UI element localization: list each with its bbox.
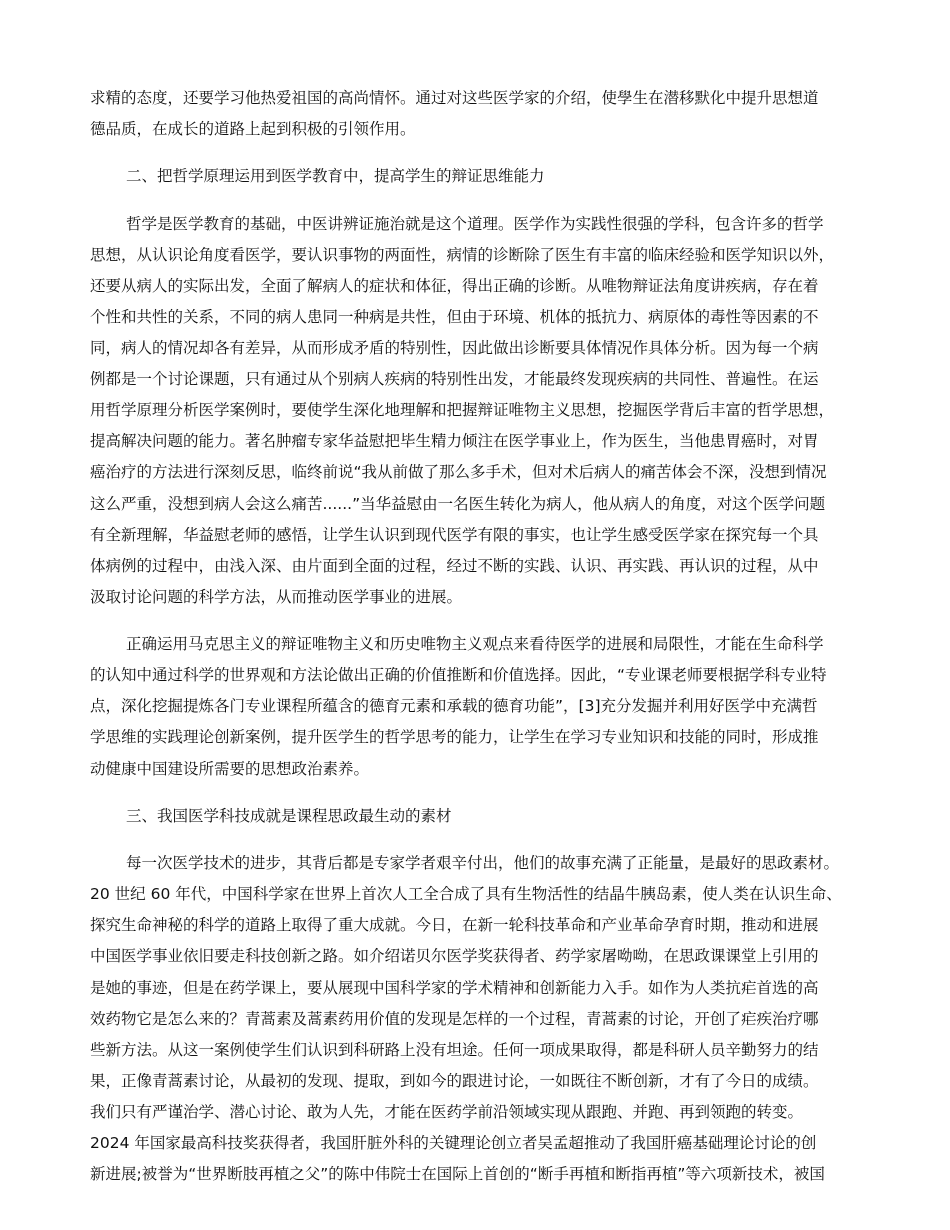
paragraph-line: 每一次医学技术的进步，其背后都是专家学者艰辛付出，他们的故事充满了正能量，是最好的思政素材。 bbox=[126, 854, 840, 873]
heading-text: 二、把哲学原理运用到医学教育中，提高学生的辩证思维能力 bbox=[126, 167, 545, 186]
paragraph-line: 探究生命神秘的科学的道路上取得了重大成就。今日，在新一轮科技革命和产业革命孕育时期，推动和进展 bbox=[90, 916, 819, 935]
section-heading bbox=[90, 801, 860, 832]
paragraph-line: 汲取讨论问题的科学方法，从而推动医学事业的进展。 bbox=[90, 587, 463, 606]
paragraph-line: 学思维的实践理论创新案例，提升医学生的哲学思考的能力，让学生在学习专业知识和技能的同时，形成推 bbox=[90, 728, 819, 747]
paragraph-line: 思想，从认识论角度看医学，要认识事物的两面性，病情的诊断除了医生有丰富的临床经验和医学知识以外， bbox=[90, 245, 835, 264]
paragraph-line: 正确运用马克思主义的辩证唯物主义和历史唯物主义观点来看待医学的进展和局限性，才能在生命科学 bbox=[126, 635, 824, 654]
paragraph-line: 新进展;被誉为“世界断肢再植之父”的陈中伟院士在国际上首创的“断手再植和断指再植”等六项新技术，被国 bbox=[90, 1165, 825, 1184]
paragraph-line: 动健康中国建设所需要的思想政治素养。 bbox=[90, 759, 370, 778]
paragraph-line: 求精的态度，还要学习他热爱祖国的高尚情怀。通过对这些医学家的介绍，使學生在潜移默化中提升思想道 bbox=[90, 89, 819, 107]
paragraph-line: 些新方法。从这一案例使学生们认识到科研路上没有坦途。任何一项成果取得，都是科研人员辛勤努力的结 bbox=[90, 1040, 819, 1059]
paragraph-line: 果，正像青蒿素讨论，从最初的发现、提取，到如今的跟进讨论，一如既往不断创新，才有了今日的成绩。 bbox=[90, 1071, 819, 1090]
paragraph-line: 癌治疗的方法进行深刻反思，临终前说“我从前做了那么多手术，但对术后病人的痛苦体会不深，没想到情况 bbox=[90, 463, 827, 482]
paragraph-line: 有全新理解，华益慰老师的感悟，让学生认识到现代医学有限的事实，也让学生感受医学家在探究每一个具 bbox=[90, 525, 819, 544]
paragraph-line: 我们只有严谨治学、潜心讨论、敢为人先，才能在医药学前沿领域实现从跟跑、并跑、再到领跑的转变。 bbox=[90, 1102, 804, 1121]
paragraph bbox=[90, 83, 860, 145]
paragraph bbox=[90, 209, 860, 613]
paragraph-line: 用哲学原理分析医学案例时，要使学生深化地理解和把握辩证唯物主义思想，挖掘医学背后丰富的哲学思想， bbox=[90, 401, 835, 420]
paragraph-line: 20 世纪 60 年代，中国科学家在世界上首次人工全合成了具有生物活性的结晶牛胰岛素，使人类在认识生命、 bbox=[90, 885, 842, 904]
paragraph-line: 提高解决问题的能力。著名肿瘤专家华益慰把毕生精力倾注在医学事业上，作为医生，当他患胃癌时，对胃 bbox=[90, 432, 819, 451]
paragraph-line: 还要从病人的实际出发，全面了解病人的症状和体征，得出正确的诊断。从唯物辩证法角度讲疾病，存在着 bbox=[90, 276, 819, 295]
section-heading bbox=[90, 161, 860, 192]
paragraph-line: 哲学是医学教育的基础，中医讲辨证施治就是这个道理。医学作为实践性很强的学科，包含许多的哲学 bbox=[126, 214, 824, 233]
paragraph-line: 是她的事迹，但是在药学课上，要从展现中国科学家的学术精神和创新能力入手。如作为人类抗疟首选的高 bbox=[90, 978, 819, 997]
paragraph-line: 同，病人的情况却各有差异，从而形成矛盾的特别性，因此做出诊断要具体情况作具体分析。因为每一个病 bbox=[90, 339, 819, 358]
paragraph-line: 效药物它是怎么来的？青蒿素及蒿素药用价值的发现是怎样的一个过程，青蒿素的讨论，开创了疟疾治疗哪 bbox=[90, 1009, 819, 1028]
paragraph-line: 例都是一个讨论课题，只有通过从个别病人疾病的特别性出发，才能最终发现疾病的共同性、普遍性。在运 bbox=[90, 370, 819, 389]
paragraph-line: 的认知中通过科学的世界观和方法论做出正确的价值推断和价值选择。因此，“专业课老师要根据学科专业特 bbox=[90, 666, 827, 685]
paragraph-line: 德品质，在成长的道路上起到积极的引领作用。 bbox=[90, 120, 416, 139]
paragraph-line: 个性和共性的关系，不同的病人患同一种病是共性，但由于环境、机体的抵抗力、病原体的毒性等因素的不 bbox=[90, 307, 819, 326]
paragraph-line: 中国医学事业依旧要走科技创新之路。如介绍诺贝尔医学奖获得者、药学家屠呦呦，在思政课课堂上引用的 bbox=[90, 947, 819, 966]
paragraph bbox=[90, 848, 860, 1190]
paragraph-line: 体病例的过程中，由浅入深、由片面到全面的过程，经过不断的实践、认识、再实践、再认识的过程，从中 bbox=[90, 556, 819, 575]
document-body bbox=[90, 0, 860, 1230]
paragraph-line: 点，深化挖掘提炼各门专业课程所蕴含的德育元素和承载的德育功能”，[3]充分发掘并利用好医学中充满哲 bbox=[90, 697, 818, 716]
heading-text: 三、我国医学科技成就是课程思政最生动的素材 bbox=[126, 806, 452, 825]
paragraph-line: 2024 年国家最高科技奖获得者，我国肝脏外科的关键理论创立者吴孟超推动了我国肝癌基础理论讨论的创 bbox=[90, 1134, 817, 1153]
paragraph bbox=[90, 629, 860, 784]
paragraph-line: 这么严重，没想到病人会这么痛苦......”当华益慰由一名医生转化为病人，他从病人的角度，对这个医学问题 bbox=[90, 494, 826, 513]
